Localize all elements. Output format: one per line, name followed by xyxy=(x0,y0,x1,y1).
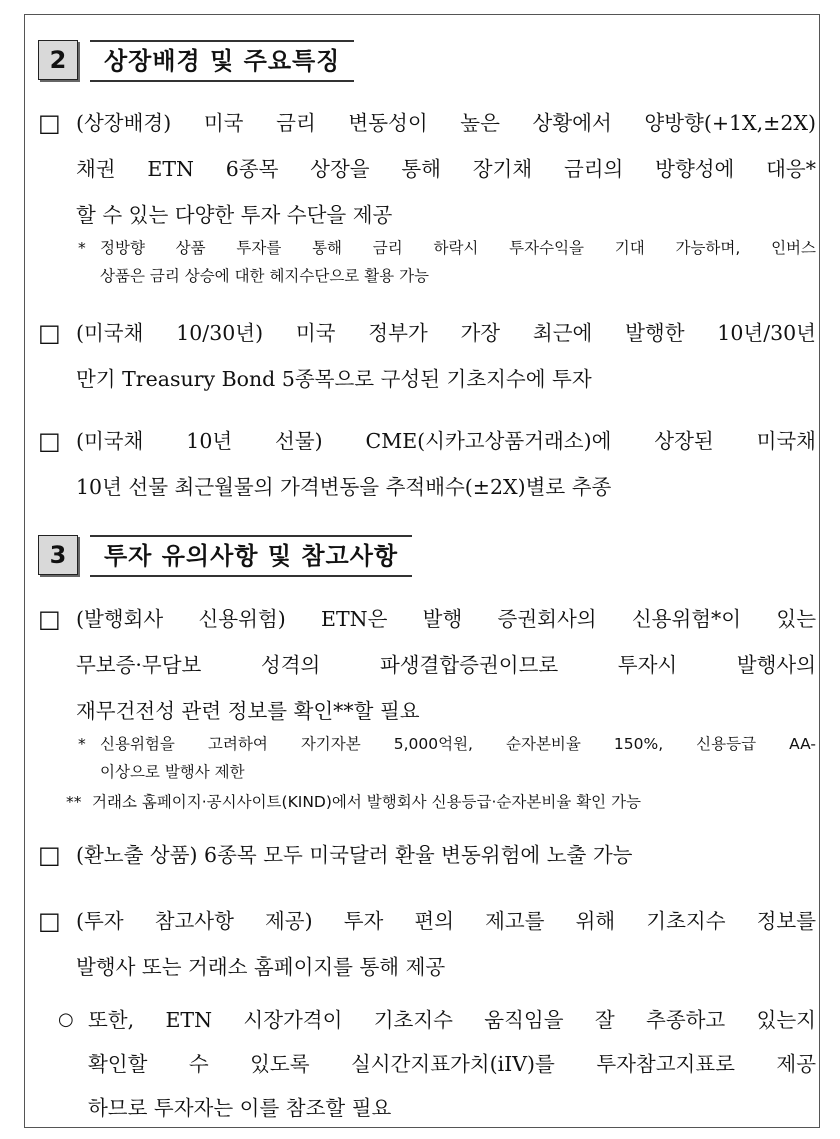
paragraph-line: (발행회사 신용위험) ETN은 발행 증권회사의 신용위험*이 있는 xyxy=(76,607,816,631)
footnote-line: 상품은 금리 상승에 대한 헤지수단으로 활용 가능 xyxy=(100,267,430,285)
section-number: 3 xyxy=(38,535,78,575)
checkbox-bullet-icon: □ xyxy=(38,605,61,633)
paragraph-line: 10년 선물 최근월물의 가격변동을 추적배수(±2X)별로 추종 xyxy=(76,475,612,499)
checkbox-bullet-icon: □ xyxy=(38,319,61,347)
paragraph-line: (환노출 상품) 6종목 모두 미국달러 환율 변동위험에 노출 가능 xyxy=(76,843,633,867)
footnote-line: 이상으로 발행사 제한 xyxy=(100,763,245,781)
section-number: 2 xyxy=(38,40,78,80)
checkbox-bullet-icon: □ xyxy=(38,109,61,137)
circle-bullet-icon: ○ xyxy=(58,1009,74,1030)
footnote-line: 정방향 상품 투자를 통해 금리 하락시 투자수익을 기대 가능하며, 인버스 xyxy=(100,239,816,257)
footnote-line: 거래소 홈페이지·공시사이트(KIND)에서 발행회사 신용등급·순자본비율 확인 가능 xyxy=(92,793,642,811)
checkbox-bullet-icon: □ xyxy=(38,427,61,455)
paragraph-line: 발행사 또는 거래소 홈페이지를 통해 제공 xyxy=(76,955,446,979)
paragraph-line: 재무건전성 관련 정보를 확인**할 필요 xyxy=(76,699,420,723)
footnote-mark: ** xyxy=(66,793,82,811)
section-title: 상장배경 및 주요특징 xyxy=(90,40,354,82)
paragraph-line: 채권 ETN 6종목 상장을 통해 장기채 금리의 방향성에 대응* xyxy=(76,157,816,181)
paragraph-line: (미국채 10/30년) 미국 정부가 가장 최근에 발행한 10년/30년 xyxy=(76,321,816,345)
checkbox-bullet-icon: □ xyxy=(38,841,61,869)
section-title: 투자 유의사항 및 참고사항 xyxy=(90,535,412,577)
checkbox-bullet-icon: □ xyxy=(38,907,61,935)
paragraph-line: 만기 Treasury Bond 5종목으로 구성된 기초지수에 투자 xyxy=(76,367,592,391)
paragraph-line: 또한, ETN 시장가격이 기초지수 움직임을 잘 추종하고 있는지 xyxy=(88,1008,816,1032)
paragraph-line: 하므로 투자자는 이를 참조할 필요 xyxy=(88,1096,392,1120)
footnote-mark: * xyxy=(78,735,86,753)
paragraph-line: 무보증·무담보 성격의 파생결합증권이므로 투자시 발행사의 xyxy=(76,653,816,677)
footnote-mark: * xyxy=(78,239,86,257)
footnote-line: 신용위험을 고려하여 자기자본 5,000억원, 순자본비율 150%, 신용등급 AA- xyxy=(100,735,816,753)
paragraph-line: (투자 참고사항 제공) 투자 편의 제고를 위해 기초지수 정보를 xyxy=(76,909,816,933)
paragraph-line: (상장배경) 미국 금리 변동성이 높은 상황에서 양방향(+1X,±2X) xyxy=(76,111,816,135)
paragraph-line: 할 수 있는 다양한 투자 수단을 제공 xyxy=(76,203,393,227)
paragraph-line: (미국채 10년 선물) CME(시카고상품거래소)에 상장된 미국채 xyxy=(76,429,816,453)
paragraph-line: 확인할 수 있도록 실시간지표가치(iIV)를 투자참고지표로 제공 xyxy=(88,1052,816,1076)
